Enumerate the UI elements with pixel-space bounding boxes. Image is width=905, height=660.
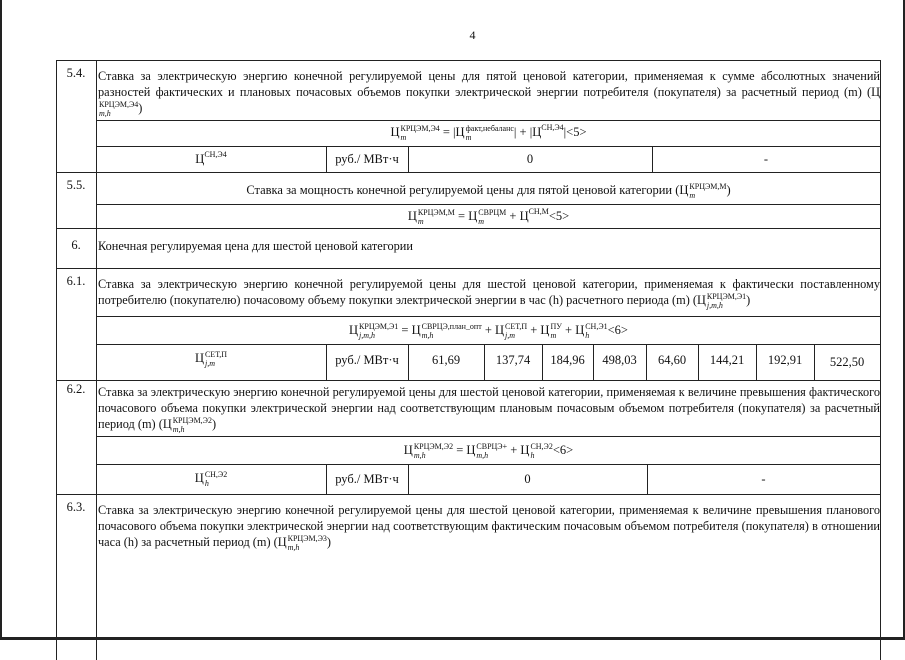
row-border [96, 204, 881, 205]
page-number: 4 [469, 28, 476, 42]
section-text: Ставка за электрическую энергию конечной регулируемой цены для шестой ценовой категории, применяемая к величине превышения планового почасового объема покупки электрической энергии над соответствующим фактическим почасовым объемом потребителя (покупателя) в отношении часа (h) за расчетный период (m) (Ц КРЦЭМ,Э3 m,h ) [98, 503, 880, 553]
value-cell: 184,96 [550, 353, 585, 367]
value-cell: 498,03 [602, 353, 637, 367]
tariff-table [56, 60, 881, 660]
row-border [56, 494, 881, 495]
value-cell: 522,50 [829, 355, 865, 369]
section-number: 6.1. [66, 274, 86, 288]
value-cell: 0 [524, 472, 531, 486]
unit-cell: руб./ МВт·ч [335, 152, 399, 166]
section-text: Ставка за мощность конечной регулируемой цены для пятой ценовой категории (Ц КРЦЭМ,М m ) [246, 182, 731, 200]
rate-symbol: Ц СН,Э2 h [194, 470, 228, 488]
dash-cell: - [761, 472, 766, 486]
formula-6-1: Ц КРЦЭМ,Э1 j,m,h = Ц СВРЦЭ,план_опт m,h + Ц СЕТ,П j,m + Ц ПУ m + Ц СН,Э1 h <6> [349, 322, 628, 340]
row-border [56, 380, 881, 381]
section-number: 6.3. [66, 500, 86, 514]
value-cell: 137,74 [495, 353, 531, 367]
row-border [56, 228, 881, 229]
section-text: Конечная регулируемая цена для шестой ценовой категории [98, 239, 413, 253]
formula-6-2: Ц КРЦЭМ,Э2 m,h = Ц СВРЦЭ+ m,h + Ц СН,Э2 h <6> [403, 442, 574, 460]
page-edge-left [0, 0, 2, 640]
section-number: 6.2. [66, 382, 86, 396]
row-border [96, 464, 881, 465]
section-number: 6. [71, 238, 81, 252]
row-border [96, 316, 881, 317]
section-number: 5.5. [66, 178, 86, 192]
formula-5-5: Ц КРЦЭМ,М m = Ц СВРЦМ m + $Ц^{СН,М}<5>$ [407, 206, 570, 226]
section-text: Ставка за электрическую энергию конечной регулируемой цены для шестой ценовой категории, применяемая к фактически поставленному потребителю (покупателю) почасовому объему покупки электрической энергии в час (h) расчетного периода (m) (Ц КРЦЭМ,Э1 j,m,h ) [98, 277, 880, 311]
formula-5-4: Ц КРЦЭМ,Э4 m = |Ц факт,небаланс m | + $|Ц^{СН,Э4}|<5>$ [390, 122, 587, 142]
col-border [880, 60, 881, 660]
unit-cell: руб./ МВт·ч [335, 472, 399, 486]
row-border [56, 268, 881, 269]
row-border [96, 436, 881, 437]
row-border [56, 172, 881, 173]
row-border [96, 344, 881, 345]
rate-symbol: $Ц^{СН,Э4}$ [195, 150, 227, 166]
section-number: 5.4. [66, 66, 86, 80]
unit-cell: руб./ МВт·ч [335, 353, 399, 367]
value-cell: 64,60 [657, 353, 687, 367]
section-text: Ставка за электрическую энергию конечной регулируемой цены для шестой ценовой категории, применяемая к величине превышения фактического почасового объема покупки электрической энергии над соответствующим плановым почасовым объемом потребителя (покупателя) за расчетный период (m) (Ц КРЦЭМ,Э2 m,h ) [98, 385, 880, 435]
value-cell: 61,69 [431, 353, 461, 367]
value-cell: 192,91 [767, 353, 803, 367]
row-border [96, 146, 881, 147]
rate-symbol: Ц СЕТ,П j,m [194, 350, 228, 368]
row-border [56, 60, 881, 61]
col-border [56, 60, 57, 660]
value-cell: 144,21 [709, 353, 745, 367]
row-border [96, 120, 881, 121]
dash-cell: - [763, 152, 769, 166]
value-cell: 0 [526, 152, 534, 166]
section-text: Ставка за электрическую энергию конечной регулируемой цены для пятой ценовой категории, применяемая к сумме абсолютных значений разностей фактических и плановых почасовых объемов покупки электрической энергии потребителя (покупателя) за расчетный период (m) (Ц КРЦЭМ,Э4 m,h ) [98, 69, 880, 119]
